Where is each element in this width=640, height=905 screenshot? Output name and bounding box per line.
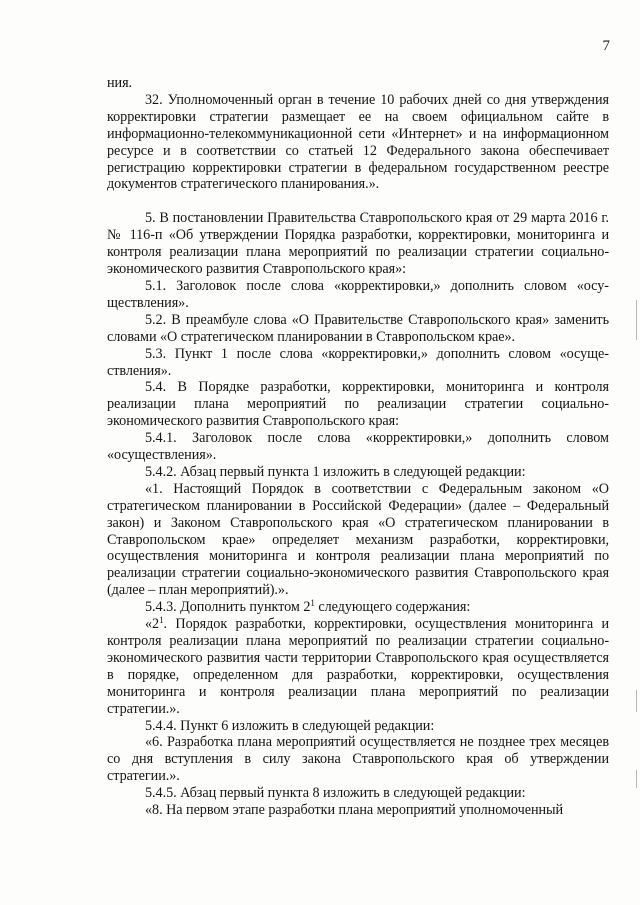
paragraph-item-5: 5. В постановлении Правительства Ставропольского края от 29 марта 2016 г. № 116-п «Об утверждении Порядка разработки, корректировки, мониторинга и контроля реализации плана мероприятий по реализации стратегии социально-экономического развития Ставропольского края»: [107,210,609,278]
paragraph-item-5-4-2: 5.4.2. Абзац первый пункта 1 изложить в следующей редакции: [145,463,526,480]
paragraph-item-5-4: 5.4. В Порядке разработки, корректировки, мониторинга и контроля реализации плана мероприятий по реализации стратегии социально-экономического развития Ставропольского края: [107,379,609,430]
scan-edge-mark [636,770,637,788]
paragraph-text-part: . Порядок разработки, корректировки, осуществления мониторинга и контроля реализации плана мероприятий по реализации стратегии социально-экономического развития части территории Ставропольского края осуществляется в порядке, определенном для разработки, корректировки, осуществления мониторинга и контроля реализации плана мероприятий по реализации стратегии.». [107,616,609,717]
superscript-number: 1 [310,598,315,609]
paragraph-item-5-2: 5.2. В преамбуле слова «О Правительстве Ставропольского края» заменить словами «О стратегическом планировании в Ставропольском крае». [107,311,609,345]
superscript-number: 1 [159,615,164,626]
paragraph-item-5-4-5: 5.4.5. Абзац первый пункта 8 изложить в следующей редакции: [145,785,526,802]
quoted-clause-6: «6. Разработка плана мероприятий осуществляется не позднее трех месяцев со дня вступления в силу закона Ставропольского края об утверждении стратегии.». [107,734,609,785]
scan-edge-mark [636,690,637,712]
scan-edge-mark [636,300,637,340]
paragraph-item-32: 32. Уполномоченный орган в течение 10 рабочих дней со дня утверждения корректировки стратегии размещает ее на своем официальном сайте в информационно-телекоммуникационной сети «Интернет» и на информационном ресурсе и в соответствии со статьей 12 Федерального закона обеспечивает регистрацию корректировки стратегии в федеральном государственном реестре документов стратегического планирования.». [107,91,609,193]
paragraph-item-5-1: 5.1. Заголовок после слова «корректировки,» дополнить словом «осуществления». [107,277,609,311]
quoted-clause-8: «8. На первом этапе разработки плана мероприятий уполномоченный [145,802,564,819]
paragraph-continuation: ния. [107,75,133,91]
paragraph-text-part: 5.4.3. Дополнить пунктом 2 [145,599,311,616]
page-number: 7 [602,38,610,54]
paragraph-item-5-3: 5.3. Пункт 1 после слова «корректировки,» дополнить словом «осуществления». [107,345,609,379]
quoted-clause-1: «1. Настоящий Порядок в соответствии с Федеральным законом «О стратегическом планировании в Российской Федерации» (далее – Федеральный закон) и Законом Ставропольского края «О стратегическом планировании в Ставропольском крае» определяет механизм разработки, корректировки, осуществления мониторинга и контроля реализации плана мероприятий по реализации стратегии социально-экономического развития Ставропольского края (далее – план мероприятий).». [107,480,609,599]
paragraph-item-5-4-3 [107,599,609,616]
paragraph-item-5-4-4: 5.4.4. Пункт 6 изложить в следующей редакции: [145,717,435,734]
paragraph-text-part: «2 [145,616,160,633]
paragraph-item-5-4-1: 5.4.1. Заголовок после слова «корректировки,» дополнить словом «осуществления». [107,430,609,464]
paragraph-text-part: следующего содержания: [314,599,471,616]
document-body [107,75,609,819]
quoted-clause-2-1 [107,616,609,717]
